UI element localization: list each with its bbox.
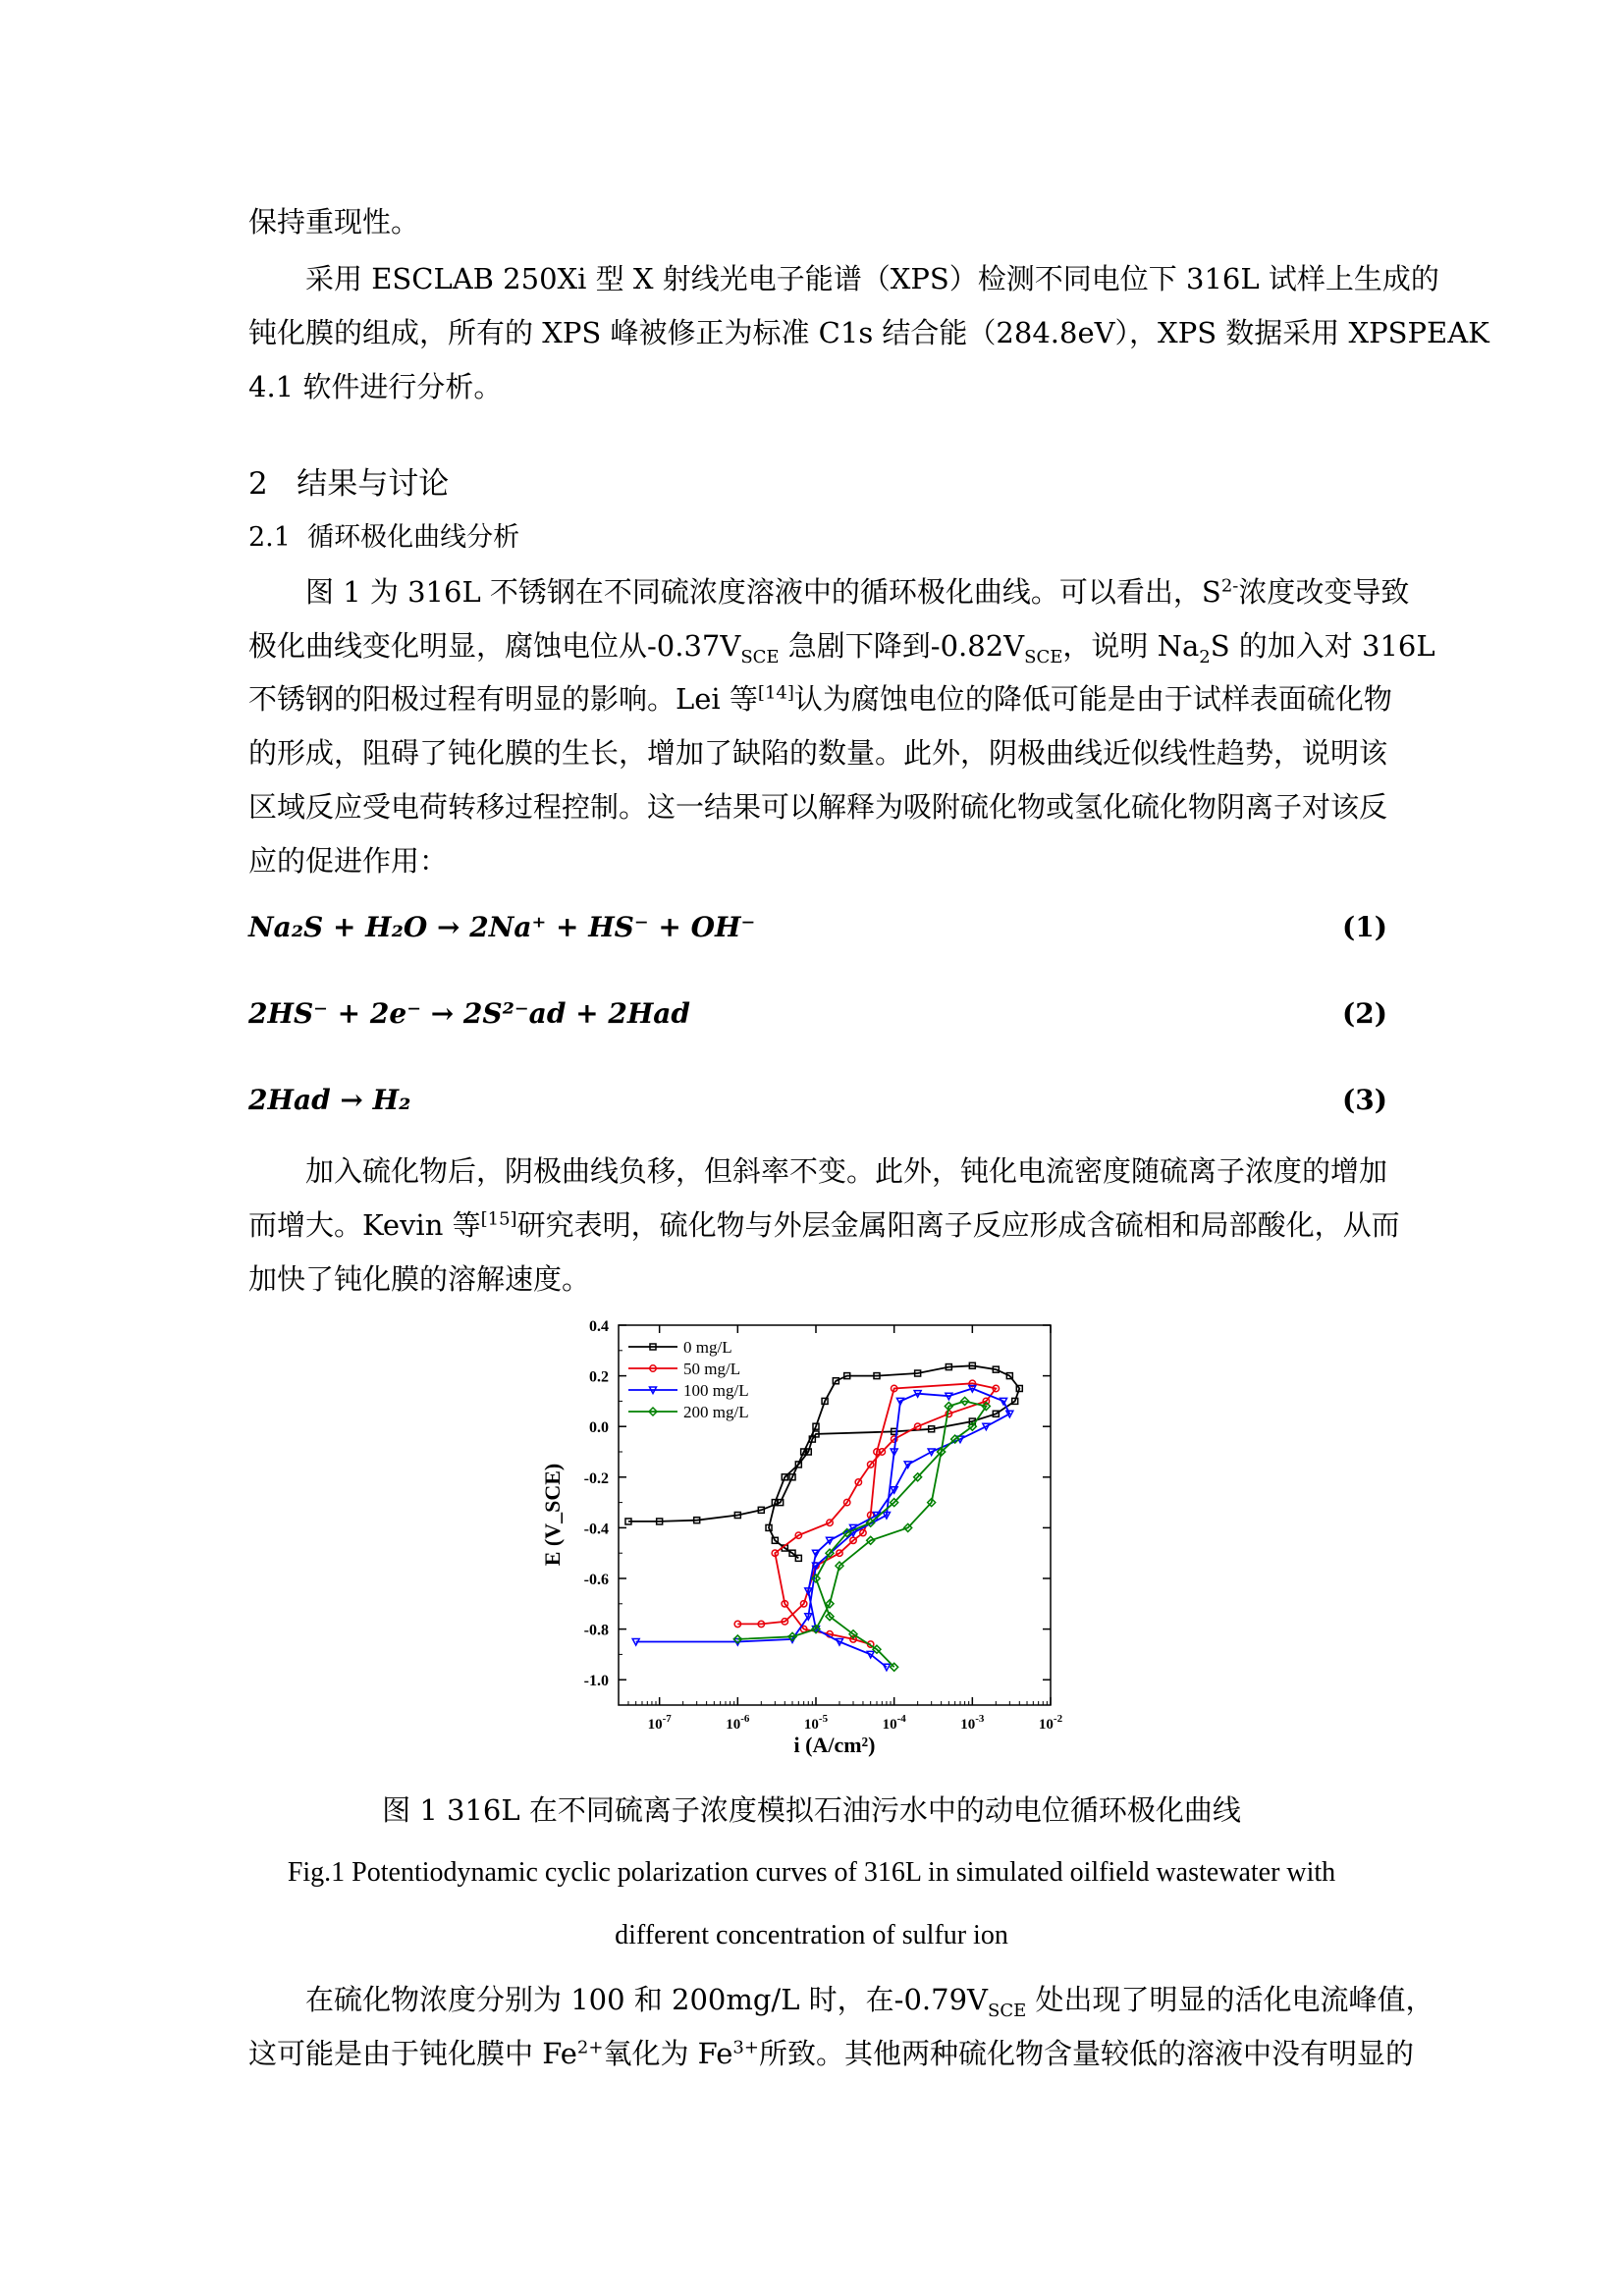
y-axis-label: E (V_SCE) [540, 1463, 565, 1567]
x-tick-label: $10^{-3}$ [960, 1713, 985, 1733]
y-tick-label: -1.0 [583, 1673, 609, 1690]
paragraph-line: 的形成，阻碍了钝化膜的生长，增加了缺陷的数量。此外，阴极曲线近似线性趋势，说明该 [248, 736, 1388, 770]
paragraph-line: 不锈钢的阳极过程有明显的影响。Lei 等[14]认为腐蚀电位的降低可能是由于试样表面硫化物 [248, 682, 1392, 716]
equation-number: (3) [1342, 1084, 1387, 1116]
y-tick-label: 0.4 [589, 1318, 609, 1335]
paragraph-line: 保持重现性。 [248, 205, 420, 239]
paragraph-line: 而增大。Kevin 等[15]研究表明，硫化物与外层金属阳离子反应形成含硫相和局部酸化，从而 [248, 1208, 1400, 1242]
y-tick-label: 0.2 [589, 1368, 609, 1386]
paragraph-line: 区域反应受电荷转移过程控制。这一结果可以解释为吸附硫化物或氢化硫化物阴离子对该反 [248, 790, 1388, 824]
equation-number: (2) [1342, 997, 1387, 1030]
x-tick-label: $10^{-2}$ [1038, 1713, 1063, 1733]
paragraph-line: 采用 ESCLAB 250Xi 型 X 射线光电子能谱（XPS）检测不同电位下 316L 试样上生成的 [305, 262, 1439, 295]
x-tick-label: $10^{-6}$ [726, 1713, 750, 1733]
paragraph-line: 加入硫化物后，阴极曲线负移，但斜率不变。此外，钝化电流密度随硫离子浓度的增加 [305, 1154, 1388, 1188]
subsection-number: 2.1 [248, 522, 291, 553]
paragraph-line: 4.1 软件进行分析。 [248, 370, 503, 403]
y-tick-label: -0.2 [583, 1469, 609, 1487]
polarization-chart [511, 1306, 1119, 1767]
paragraph-line: 极化曲线变化明显，腐蚀电位从$-0.37V_{SCE}$ 急剧下降到$-0.82V_{SCE}$，说明 $Na_2S$ 的加入对 316L [248, 629, 1435, 667]
series-1 [734, 1380, 999, 1647]
equation-1 [248, 911, 1387, 950]
paragraph-line: 在硫化物浓度分别为 100 和 200mg/L 时，在$-0.79V_{SCE}$ 处出现了明显的活化电流峰值， [305, 1983, 1434, 2021]
legend-label: 200 mg/L [683, 1403, 749, 1421]
section-number: 2 [248, 466, 268, 502]
figure-caption-cn: 图 1 316L 在不同硫离子浓度模拟石油污水中的动电位循环极化曲线 [382, 1793, 1241, 1827]
x-tick-label: $10^{-4}$ [882, 1713, 906, 1733]
subsection-heading [248, 518, 1387, 558]
series-line [636, 1389, 1010, 1668]
y-tick-label: -0.6 [583, 1572, 609, 1588]
y-tick-label: 0.0 [589, 1419, 609, 1437]
paragraph-line: 这可能是由于钝化膜中 $Fe^{2+}$氧化为 $Fe^{3+}$所致。其他两种硫化物含量较低的溶液中没有明显的 [248, 2037, 1414, 2070]
y-tick-label: -0.4 [583, 1521, 609, 1538]
x-axis-label: i (A/cm²) [793, 1733, 876, 1757]
equation-text: 2Had → H₂ [248, 1084, 411, 1116]
paragraph-line: 加快了钝化膜的溶解速度。 [248, 1262, 591, 1296]
subsection-title: 循环极化曲线分析 [307, 522, 520, 553]
equation-3 [248, 1084, 1387, 1123]
series-line [737, 1383, 996, 1644]
x-tick-label: $10^{-5}$ [803, 1713, 829, 1733]
equation-text: 2HS⁻ + 2e⁻ → 2S²⁻ad + 2Had [248, 997, 691, 1030]
legend-label: 100 mg/L [683, 1381, 749, 1400]
x-tick-label: $10^{-7}$ [647, 1713, 672, 1733]
legend-label: 50 mg/L [683, 1360, 741, 1378]
equation-2 [248, 997, 1387, 1037]
section-title: 结果与讨论 [297, 466, 450, 502]
data-point [632, 1639, 639, 1646]
figure-caption-en-2: different concentration of sulfur ion [615, 1920, 1008, 1950]
equation-number: (1) [1342, 911, 1387, 943]
y-tick-label: -0.8 [583, 1622, 609, 1639]
section-heading [248, 464, 1387, 504]
equation-text: Na₂S + H₂O → 2Na⁺ + HS⁻ + OH⁻ [248, 911, 756, 943]
figure-caption-en: Fig.1 Potentiodynamic cyclic polarization curves of 316L in simulated oilfield wastewater with [287, 1857, 1336, 1888]
legend-label: 0 mg/L [683, 1338, 732, 1357]
paragraph-line: 钝化膜的组成，所有的 XPS 峰被修正为标准 C1s 结合能（284.8eV），XPS 数据采用 XPSPEAK [248, 316, 1489, 349]
data-point [883, 1664, 890, 1671]
paragraph-line: 应的促进作用： [248, 844, 449, 878]
paragraph-line: 图 1 为 316L 不锈钢在不同硫浓度溶液中的循环极化曲线。可以看出，$S^{2-}$浓度改变导致 [305, 575, 1410, 609]
series-2 [632, 1386, 1013, 1671]
